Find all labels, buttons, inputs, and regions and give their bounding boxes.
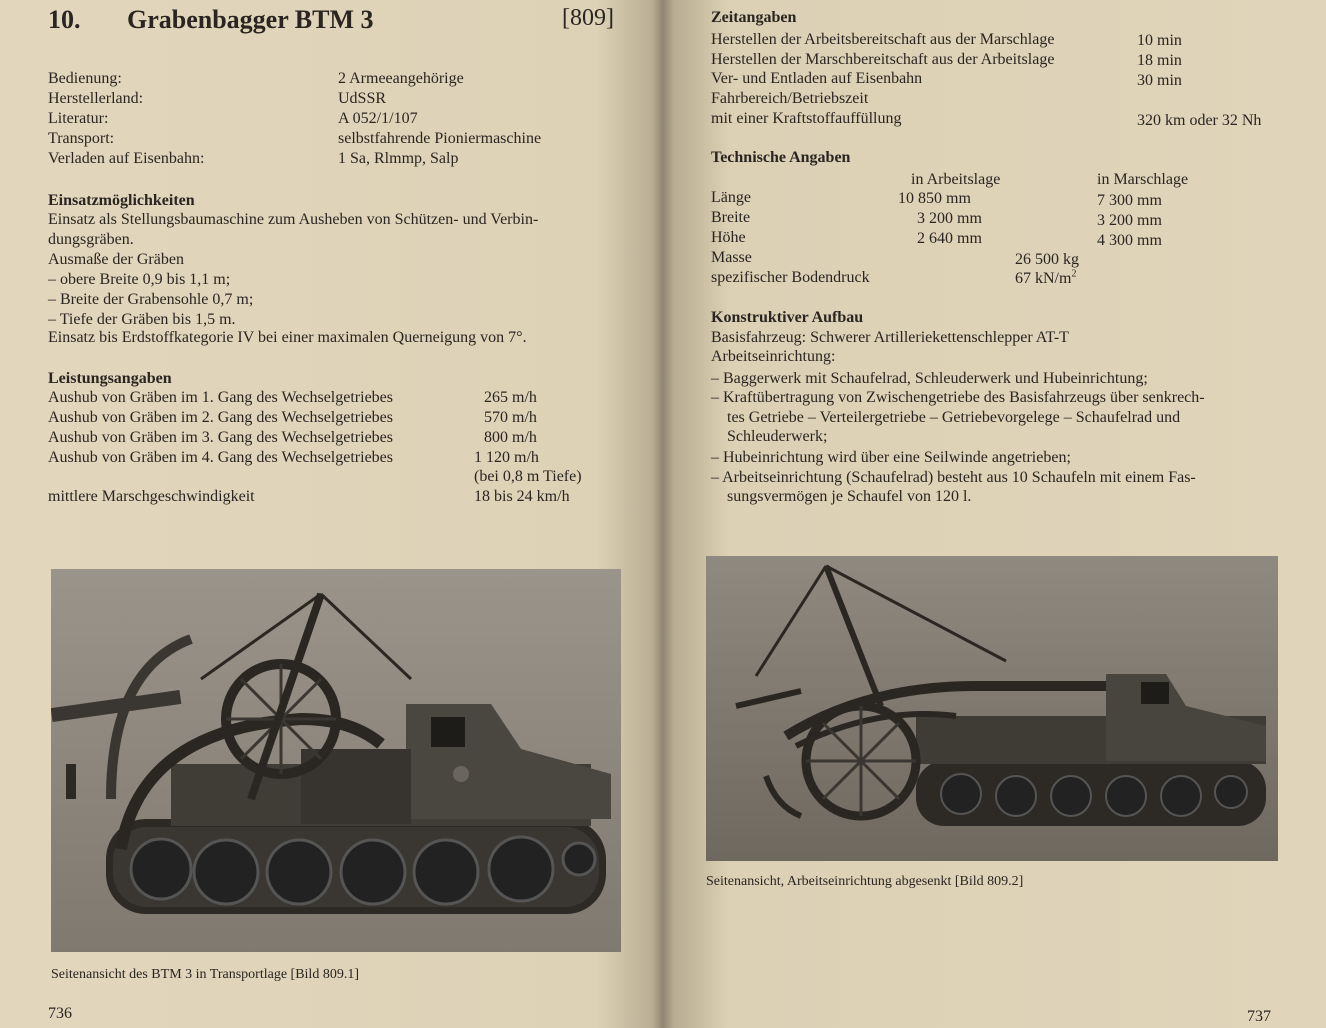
text-line: – Baggerwerk mit Schaufelrad, Schleuderwerk und Hubeinrichtung;: [711, 370, 1148, 387]
table-cell: 26 500 kg: [1015, 251, 1079, 268]
text-line: Basisfahrzeug: Schwerer Artilleriekettenschlepper AT-T: [711, 329, 1069, 346]
table-row-label: Aushub von Gräben im 3. Gang des Wechselgetriebes: [48, 429, 393, 446]
table-row-label: Höhe: [711, 229, 746, 246]
table-row-label: Aushub von Gräben im 2. Gang des Wechselgetriebes: [48, 409, 393, 426]
text-line: – Kraftübertragung von Zwischengetriebe des Basisfahrzeugs über senkrech-: [711, 389, 1205, 406]
vehicle-photo-working: [706, 556, 1278, 861]
table-row-value: 320 km oder 32 Nh: [1137, 112, 1262, 129]
text-line: dungsgräben.: [48, 231, 134, 248]
text-line: – obere Breite 0,9 bis 1,1 m;: [48, 271, 231, 288]
table-cell: [1015, 269, 1076, 289]
column-header: in Arbeitslage: [911, 171, 1001, 188]
text-line: Einsatz als Stellungsbaumaschine zum Ausheben von Schützen- und Verbin-: [48, 211, 539, 228]
info-value: 2 Armeeangehörige: [338, 70, 464, 87]
photo-caption: Seitenansicht des BTM 3 in Transportlage [Bild 809.1]: [51, 967, 359, 982]
boden-value: 67 kN/m: [1015, 270, 1072, 287]
text-line: tes Getriebe – Verteilergetriebe – Getriebevorgelege – Schaufelrad und: [727, 409, 1181, 426]
table-row-label: Herstellen der Arbeitsbereitschaft aus der Marschlage: [711, 31, 1055, 48]
table-row-label: Aushub von Gräben im 4. Gang des Wechselgetriebes: [48, 449, 393, 466]
table-row-value: 18 min: [1137, 52, 1182, 69]
info-label: Literatur:: [48, 110, 109, 127]
table-row-label: Herstellen der Marschbereitschaft aus der Arbeitslage: [711, 51, 1055, 68]
table-row-label: Breite: [711, 209, 751, 226]
table-row-value: 10 min: [1137, 32, 1182, 49]
section-heading: Einsatzmöglichkeiten: [48, 192, 195, 209]
vehicle-illustration: [706, 556, 1278, 861]
table-cell: 10 850 mm: [898, 190, 971, 207]
table-cell: 7 300 mm: [1097, 192, 1162, 209]
table-row-value: 18 bis 24 km/h: [474, 488, 570, 505]
section-heading: Zeitangaben: [711, 9, 797, 26]
info-value: 1 Sa, Rlmmp, Salp: [338, 150, 459, 167]
text-line: Einsatz bis Erdstoffkategorie IV bei einer maximalen Querneigung von 7°.: [48, 329, 527, 346]
table-row-label: Masse: [711, 249, 752, 266]
info-label: Herstellerland:: [48, 90, 144, 107]
page-number: 736: [48, 1005, 72, 1022]
info-label: Verladen auf Eisenbahn:: [48, 150, 205, 167]
right-page: [672, 0, 1326, 1028]
page-title: Grabenbagger BTM 3: [127, 5, 374, 34]
table-row-label: spezifischer Bodendruck: [711, 269, 870, 286]
info-value: UdSSR: [338, 90, 387, 107]
section-number: 10.: [48, 5, 81, 34]
vehicle-illustration: [51, 569, 621, 952]
table-row-note: (bei 0,8 m Tiefe): [474, 468, 582, 485]
table-cell: 3 200 mm: [917, 210, 982, 227]
table-row-value: 570 m/h: [484, 409, 537, 426]
text-line: Arbeitseinrichtung:: [711, 348, 836, 365]
text-line: – Tiefe der Gräben bis 1,5 m.: [48, 311, 236, 328]
section-heading: Leistungsangaben: [48, 370, 172, 387]
table-row-label: Länge: [711, 189, 751, 206]
text-line: – Breite der Grabensohle 0,7 m;: [48, 291, 254, 308]
table-cell: 4 300 mm: [1097, 232, 1162, 249]
page-number: 737: [1247, 1008, 1271, 1025]
table-row-value: 1 120 m/h: [474, 449, 539, 466]
text-line: – Hubeinrichtung wird über eine Seilwinde angetrieben;: [711, 449, 1071, 466]
table-row-value: 30 min: [1137, 72, 1182, 89]
section-heading: Technische Angaben: [711, 149, 851, 166]
text-line: – Arbeitseinrichtung (Schaufelrad) besteht aus 10 Schaufeln mit einem Fas-: [711, 469, 1196, 486]
info-label: Bedienung:: [48, 70, 122, 87]
text-line: sungsvermögen je Schaufel von 120 l.: [727, 488, 972, 505]
section-heading: Konstruktiver Aufbau: [711, 309, 864, 326]
vehicle-photo-transport: [51, 569, 621, 952]
table-cell: 3 200 mm: [1097, 212, 1162, 229]
table-row-value: 800 m/h: [484, 429, 537, 446]
left-page: [0, 0, 655, 1028]
text-line: Schleuderwerk;: [727, 428, 828, 445]
table-row-label: mit einer Kraftstoffauffüllung: [711, 110, 902, 127]
info-value: selbstfahrende Pioniermaschine: [338, 130, 542, 147]
info-value: A 052/1/107: [338, 110, 418, 127]
reference-code: [809]: [562, 5, 614, 31]
photo-caption: Seitenansicht, Arbeitseinrichtung abgesenkt [Bild 809.2]: [706, 874, 1024, 889]
table-row-label: Ver- und Entladen auf Eisenbahn: [711, 70, 923, 87]
column-header: in Marschlage: [1097, 171, 1189, 188]
table-row-label: Aushub von Gräben im 1. Gang des Wechselgetriebes: [48, 389, 393, 406]
superscript: 2: [1071, 268, 1077, 280]
text-line: Ausmaße der Gräben: [48, 251, 184, 268]
table-row-label: Fahrbereich/Betriebszeit: [711, 90, 869, 107]
info-label: Transport:: [48, 130, 115, 147]
table-cell: 2 640 mm: [917, 230, 982, 247]
table-row-label: mittlere Marschgeschwindigkeit: [48, 488, 255, 505]
table-row-value: 265 m/h: [484, 389, 537, 406]
